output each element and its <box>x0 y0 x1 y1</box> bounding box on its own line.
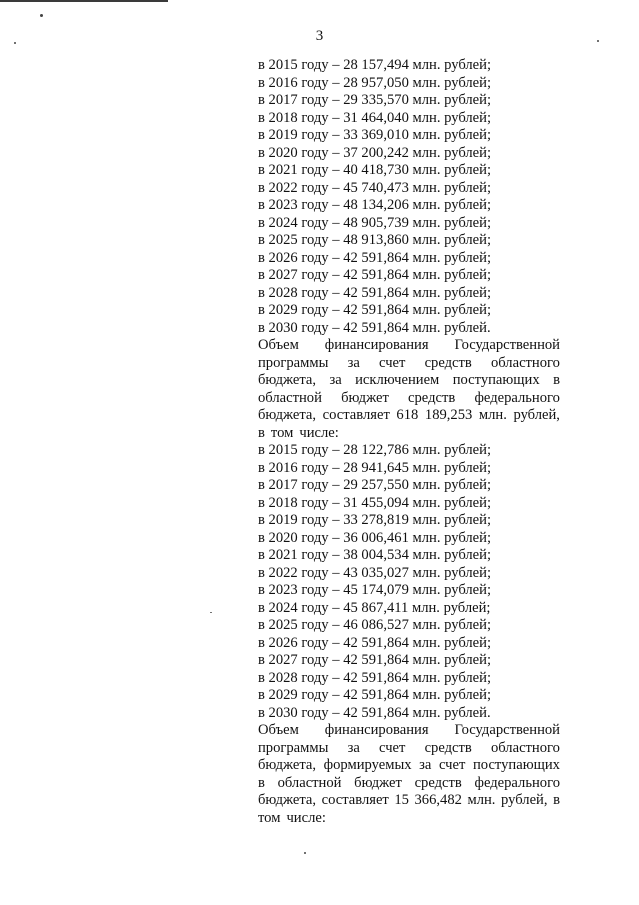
year-funding-line: в 2028 году – 42 591,864 млн. рублей; <box>258 669 492 686</box>
paragraph-line: областной бюджет средств федерального <box>258 389 560 406</box>
paragraph-line: том числе: <box>258 809 326 826</box>
year-funding-line: в 2016 году – 28 957,050 млн. рублей; <box>258 74 492 91</box>
paragraph-line: в том числе: <box>258 424 339 441</box>
year-funding-line: в 2026 году – 42 591,864 млн. рублей; <box>258 249 492 266</box>
paragraph-line: Объем финансирования Государственной <box>258 337 560 353</box>
year-funding-line: в 2026 году – 42 591,864 млн. рублей; <box>258 634 492 651</box>
scan-speck <box>40 14 43 17</box>
year-funding-line: в 2017 году – 29 335,570 млн. рублей; <box>258 92 492 108</box>
paragraph-line: бюджета, составляет 618 189,253 млн. рублей, <box>258 407 560 423</box>
page-number: 3 <box>315 28 324 44</box>
year-funding-line: в 2029 году – 42 591,864 млн. рублей; <box>258 687 492 703</box>
year-funding-line: в 2020 году – 37 200,242 млн. рублей; <box>258 144 492 161</box>
paragraph-line: в областной бюджет средств федерального <box>258 774 560 791</box>
year-funding-line: в 2015 году – 28 157,494 млн. рублей; <box>258 57 492 73</box>
year-funding-line: в 2027 году – 42 591,864 млн. рублей; <box>258 652 492 668</box>
year-funding-line: в 2016 году – 28 941,645 млн. рублей; <box>258 459 492 476</box>
year-funding-line: в 2025 году – 48 913,860 млн. рублей; <box>258 232 492 248</box>
year-funding-line: в 2028 году – 42 591,864 млн. рублей; <box>258 284 492 301</box>
year-funding-line: в 2017 году – 29 257,550 млн. рублей; <box>258 477 492 493</box>
paragraph-line: бюджета, формируемых за счет поступающих <box>258 757 560 773</box>
funding-by-year-list-regional <box>258 442 560 722</box>
year-funding-line: в 2030 году – 42 591,864 млн. рублей. <box>258 704 491 721</box>
paragraph-line: программы за счет средств областного <box>258 354 560 371</box>
year-funding-line: в 2024 году – 45 867,411 млн. рублей; <box>258 599 491 616</box>
scan-top-rule <box>0 0 168 2</box>
year-funding-line: в 2022 году – 45 740,473 млн. рублей; <box>258 179 492 196</box>
federal-funds-paragraph <box>258 722 560 827</box>
year-funding-line: в 2019 году – 33 369,010 млн. рублей; <box>258 127 492 143</box>
funding-by-year-list-total <box>258 57 560 337</box>
year-funding-line: в 2023 году – 45 174,079 млн. рублей; <box>258 582 492 598</box>
year-funding-line: в 2015 году – 28 122,786 млн. рублей; <box>258 442 492 458</box>
regional-budget-paragraph <box>258 337 560 442</box>
year-funding-line: в 2022 году – 43 035,027 млн. рублей; <box>258 564 492 581</box>
paragraph-line: бюджета, за исключением поступающих в <box>258 372 560 388</box>
year-funding-line: в 2025 году – 46 086,527 млн. рублей; <box>258 617 492 633</box>
year-funding-line: в 2024 году – 48 905,739 млн. рублей; <box>258 214 492 231</box>
scan-speck <box>304 852 306 854</box>
paragraph-line: бюджета, составляет 15 366,482 млн. рублей, в <box>258 792 560 808</box>
year-funding-line: в 2027 году – 42 591,864 млн. рублей; <box>258 267 492 283</box>
year-funding-line: в 2020 году – 36 006,461 млн. рублей; <box>258 529 492 546</box>
document-body <box>258 57 560 827</box>
scan-speck <box>210 612 212 613</box>
year-funding-line: в 2030 году – 42 591,864 млн. рублей. <box>258 319 491 336</box>
year-funding-line: в 2021 году – 40 418,730 млн. рублей; <box>258 162 492 178</box>
year-funding-line: в 2018 году – 31 455,094 млн. рублей; <box>258 494 492 511</box>
paragraph-line: Объем финансирования Государственной <box>258 722 560 738</box>
paragraph-line: программы за счет средств областного <box>258 739 560 756</box>
year-funding-line: в 2018 году – 31 464,040 млн. рублей; <box>258 109 492 126</box>
year-funding-line: в 2019 году – 33 278,819 млн. рублей; <box>258 512 492 528</box>
year-funding-line: в 2029 году – 42 591,864 млн. рублей; <box>258 302 492 318</box>
year-funding-line: в 2021 году – 38 004,534 млн. рублей; <box>258 547 492 563</box>
year-funding-line: в 2023 году – 48 134,206 млн. рублей; <box>258 197 492 213</box>
